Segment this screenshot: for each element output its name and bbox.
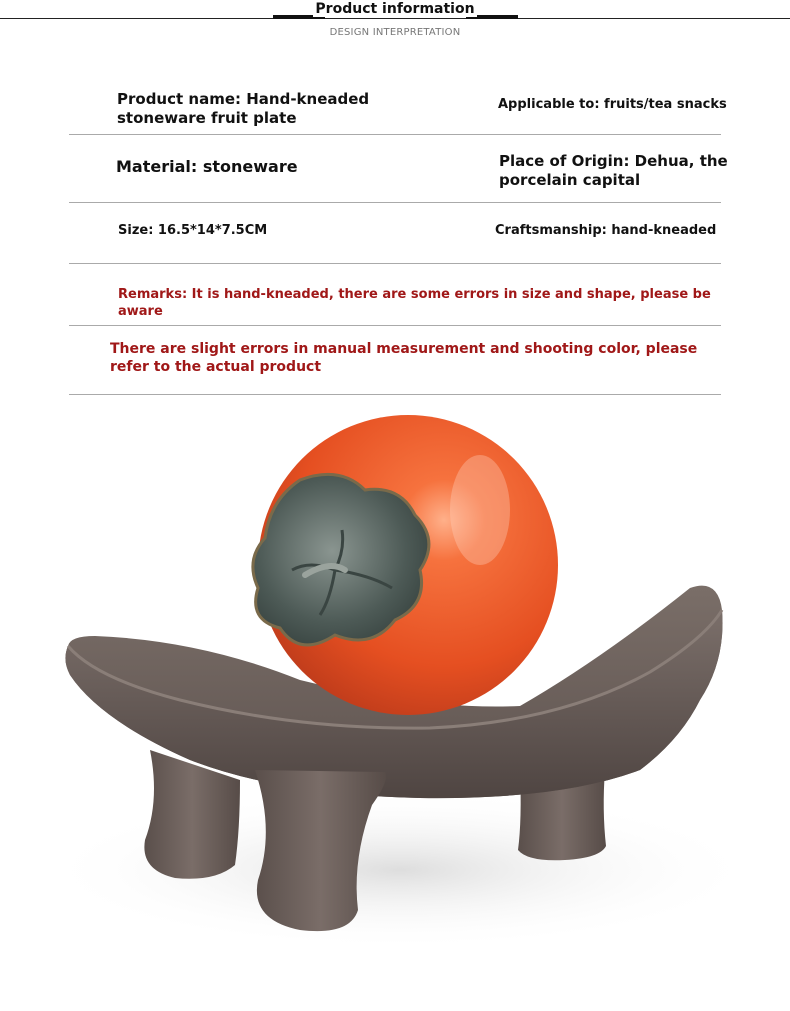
spec-origin: Place of Origin: Dehua, the porcelain capital (499, 152, 728, 189)
page-title: Product information (315, 1, 475, 17)
page-subtitle: DESIGN INTERPRETATION (329, 27, 461, 38)
divider (69, 202, 721, 203)
spec-applicable: Applicable to: fruits/tea snacks (498, 97, 727, 112)
spec-material: Material: stoneware (116, 157, 298, 176)
divider (69, 394, 721, 395)
divider (69, 325, 721, 326)
spec-craftsmanship: Craftsmanship: hand-kneaded (495, 223, 717, 238)
remark-size-shape: Remarks: It is hand-kneaded, there are some errors in size and shape, please be aware (118, 287, 711, 319)
product-photo (0, 410, 790, 1011)
remark-measurement: There are slight errors in manual measurement and shooting color, please refer to the actual product (110, 341, 698, 375)
divider (69, 134, 721, 135)
spec-product-name: Product name: Hand-kneaded stoneware fruit plate (117, 90, 370, 127)
header-rule (0, 18, 790, 19)
divider (69, 263, 721, 264)
spec-size: Size: 16.5*14*7.5CM (118, 223, 268, 238)
